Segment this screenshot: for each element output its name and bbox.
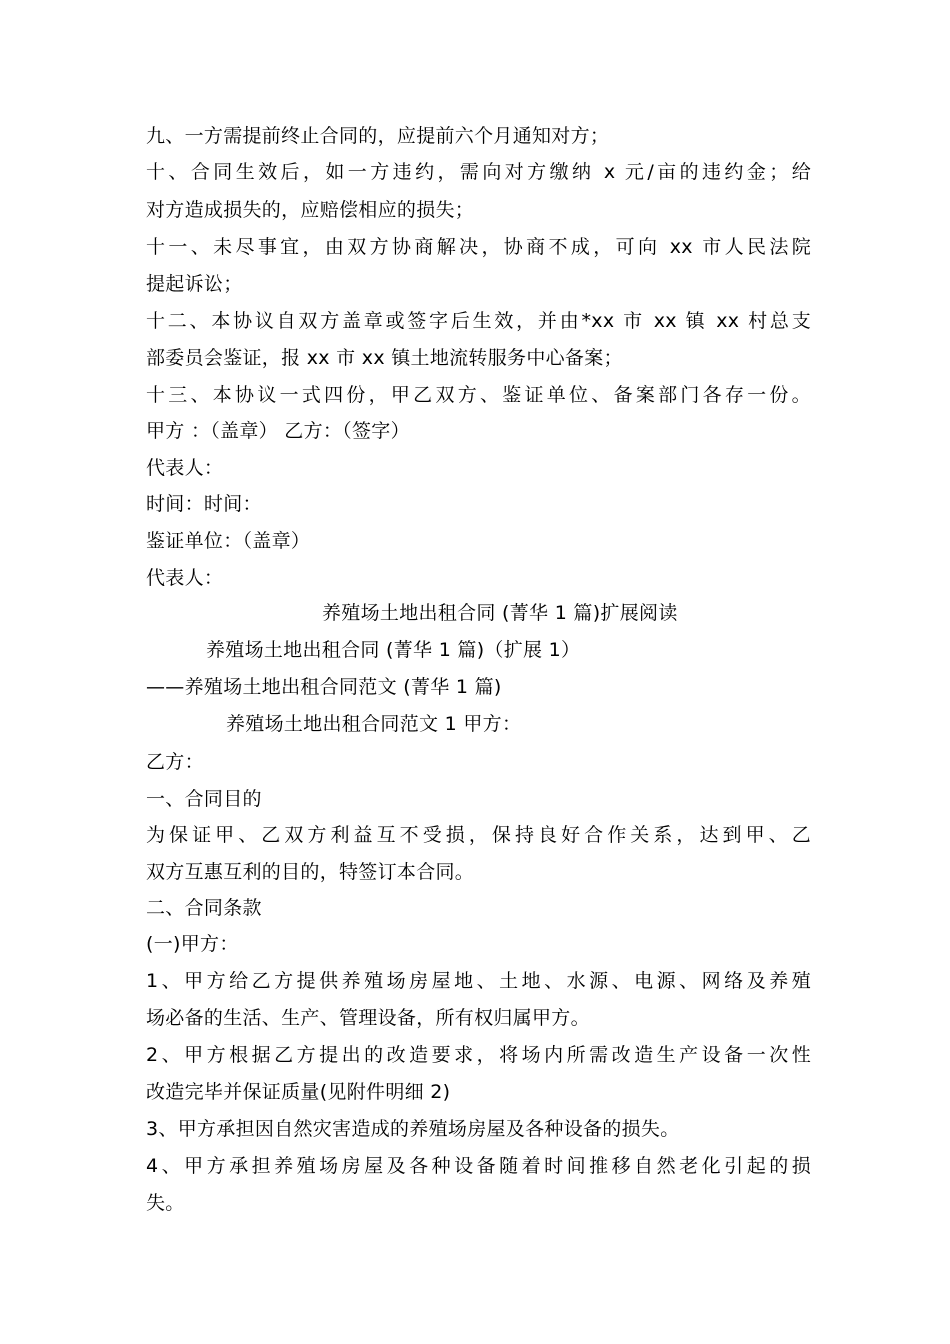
witness-unit-label: 鉴证单位：（盖章） [146, 530, 311, 552]
clause-12-line-1: 十二、本协议自双方盖章或签字后生效，并由*xx 市 xx 镇 xx 村总支 [146, 310, 811, 332]
sample-party-a: 养殖场土地出租合同范文 1 甲方： [226, 713, 522, 735]
extension-subheading: 养殖场土地出租合同 (菁华 1 篇)（扩展 1） [206, 639, 581, 661]
sample-title: ——养殖场土地出租合同范文 (菁华 1 篇) [146, 676, 502, 698]
time-label: 时间：时间： [146, 493, 262, 515]
extended-reading-heading: 养殖场土地出租合同 (菁华 1 篇)扩展阅读 [322, 602, 678, 624]
clause-10-line-1: 十、合同生效后，如一方违约，需向对方缴纳 x 元/亩的违约金；给 [146, 161, 811, 183]
section-terms-heading: 二、合同条款 [146, 897, 262, 919]
clause-13: 十三、本协议一式四份，甲乙双方、鉴证单位、备案部门各存一份。 [146, 384, 811, 406]
clause-11-line-2: 提起诉讼； [146, 273, 243, 295]
party-a-subheading: (一)甲方： [146, 933, 239, 955]
item-4-line-2: 失。 [146, 1192, 185, 1214]
clause-9: 九、一方需提前终止合同的，应提前六个月通知对方； [146, 125, 610, 147]
clause-11-line-1: 十一、未尽事宜，由双方协商解决，协商不成，可向 xx 市人民法院 [146, 236, 811, 258]
item-3: 3、甲方承担因自然灾害造成的养殖场房屋及各种设备的损失。 [146, 1118, 680, 1140]
signature-parties: 甲方 ：（盖章） 乙方：（签字） [146, 420, 410, 442]
purpose-line-1: 为保证甲、乙双方利益互不受损，保持良好合作关系，达到甲、乙 [146, 824, 811, 846]
section-purpose-heading: 一、合同目的 [146, 788, 262, 810]
item-1-line-1: 1、甲方给乙方提供养殖场房屋地、土地、水源、电源、网络及养殖 [146, 970, 811, 992]
item-2-line-2: 改造完毕并保证质量(见附件明细 2) [146, 1081, 451, 1103]
item-4-line-1: 4、甲方承担养殖场房屋及各种设备随着时间推移自然老化引起的损 [146, 1155, 811, 1177]
representative-label-2: 代表人： [146, 567, 224, 589]
clause-10-line-2: 对方造成损失的，应赔偿相应的损失； [146, 199, 475, 221]
clause-12-line-2: 部委员会鉴证，报 xx 市 xx 镇土地流转服务中心备案； [146, 347, 623, 369]
party-b-label: 乙方： [146, 751, 204, 773]
representative-label: 代表人： [146, 457, 224, 479]
item-1-line-2: 场必备的生活、生产、管理设备，所有权归属甲方。 [146, 1007, 590, 1029]
purpose-line-2: 双方互惠互利的目的，特签订本合同。 [146, 861, 475, 883]
item-2-line-1: 2、甲方根据乙方提出的改造要求，将场内所需改造生产设备一次性 [146, 1044, 811, 1066]
